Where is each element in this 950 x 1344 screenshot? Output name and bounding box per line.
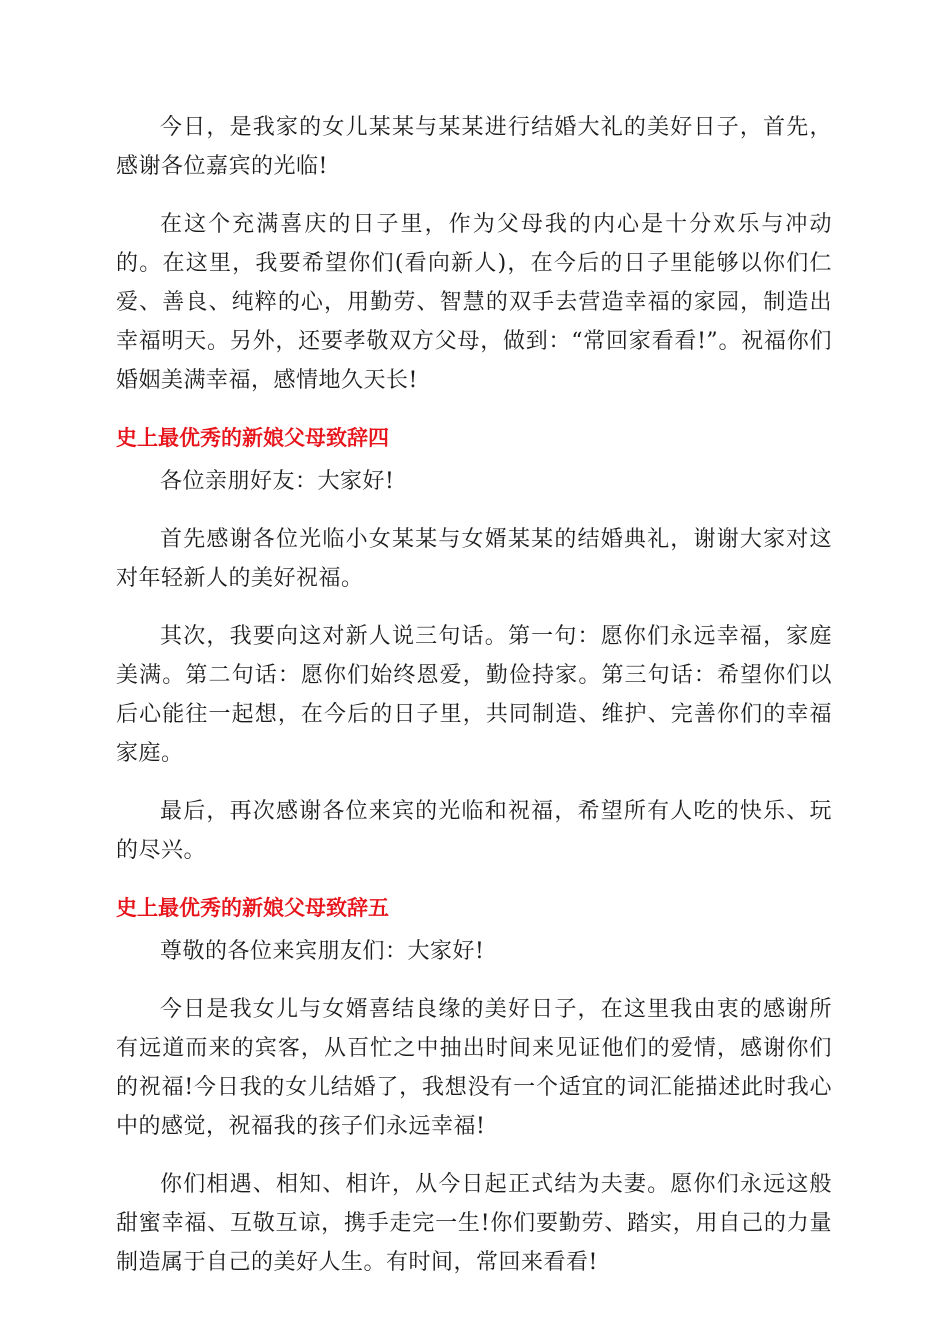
paragraph: 其次，我要向这对新人说三句话。第一句：愿你们永远幸福，家庭美满。第二句话：愿你们始终恩爱，勤俭持家。第三句话：希望你们以后心能往一起想，在今后的日子里，共同制造、维护、完善你们的幸福家庭。 [116, 624, 832, 766]
paragraph: 今日是我女儿与女婿喜结良缘的美好日子，在这里我由衷的感谢所有远道而来的宾客，从百忙之中抽出时间来见证他们的爱情，感谢你们的祝福!今日我的女儿结婚了，我想没有一个适宜的词汇能描述此时我心中的感觉，祝福我的孩子们永远幸福! [116, 997, 832, 1139]
paragraph: 最后，再次感谢各位来宾的光临和祝福，希望所有人吃的快乐、玩的尽兴。 [116, 799, 832, 863]
paragraph: 在这个充满喜庆的日子里，作为父母我的内心是十分欢乐与冲动的。在这里，我要希望你们(看向新人)，在今后的日子里能够以你们仁爱、善良、纯粹的心，用勤劳、智慧的双手去营造幸福的家园，制造出幸福明天。另外，还要孝敬双方父母，做到：“常回家看看!”。祝福你们婚姻美满幸福，感情地久天长! [116, 212, 832, 393]
paragraph: 今日，是我家的女儿某某与某某进行结婚大礼的美好日子，首先，感谢各位嘉宾的光临! [116, 115, 832, 179]
document-body [116, 108, 832, 1301]
greeting-paragraph: 各位亲朋好友：大家好! [160, 469, 395, 494]
paragraph: 你们相遇、相知、相许，从今日起正式结为夫妻。愿你们永远这般甜蜜幸福、互敬互谅，携手走完一生!你们要勤劳、踏实，用自己的力量制造属于自己的美好人生。有时间，常回来看看! [116, 1172, 832, 1275]
section-heading-five: 史上最优秀的新娘父母致辞五 [116, 896, 389, 920]
section-heading-four: 史上最优秀的新娘父母致辞四 [116, 426, 389, 450]
greeting-paragraph: 尊敬的各位来宾朋友们：大家好! [160, 939, 485, 964]
paragraph: 首先感谢各位光临小女某某与女婿某某的结婚典礼，谢谢大家对这对年轻新人的美好祝福。 [116, 527, 832, 591]
